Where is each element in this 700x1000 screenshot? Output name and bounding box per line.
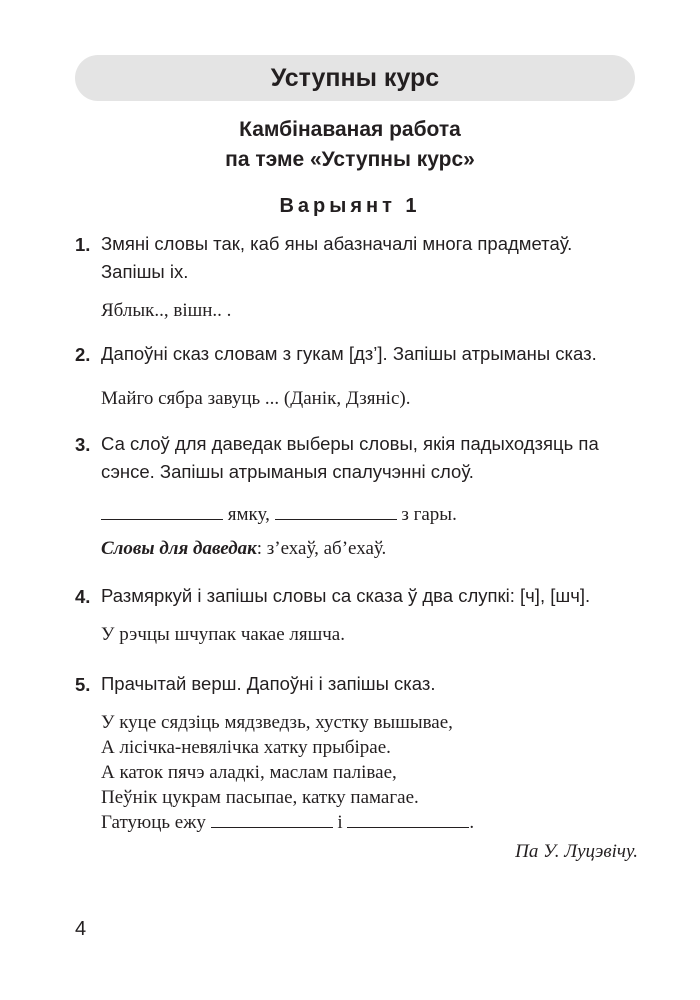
instruction-line: сэнсе. Запішы атрыманыя спалучэнні слоў. bbox=[101, 461, 474, 482]
hint-text: : з’ехаў, аб’ехаў. bbox=[256, 538, 387, 559]
task-4-instruction bbox=[101, 582, 646, 610]
work-title-line2: па тэме «Уступны курс» bbox=[225, 148, 475, 171]
task-3-hint bbox=[101, 536, 386, 561]
fill-word: Гатуюць ежу bbox=[101, 812, 206, 833]
poem-author: Па У. Луцэвічу. bbox=[515, 841, 638, 862]
hint-label: Словы для даведак bbox=[101, 538, 257, 559]
task-2-instruction bbox=[101, 340, 646, 368]
task-3-instruction bbox=[101, 430, 646, 486]
section-title: Уступны курс bbox=[270, 63, 440, 92]
poem-line: Пеўнік цукрам пасыпае, катку памагае. bbox=[101, 787, 419, 808]
task-5-instruction bbox=[101, 670, 646, 698]
answer-blank[interactable] bbox=[211, 813, 333, 828]
task-number: 5. bbox=[75, 674, 91, 695]
poem-line: А лісічка-невялічка хатку прыбірае. bbox=[101, 737, 391, 758]
fill-word: з гары. bbox=[401, 504, 457, 525]
page-number: 4 bbox=[75, 918, 87, 940]
poem-line: У куце сядзіць мядзведзь, хустку вышывае, bbox=[101, 712, 453, 733]
fill-word: . bbox=[469, 812, 475, 833]
section-title-banner bbox=[75, 55, 635, 101]
poem bbox=[101, 710, 474, 835]
task-3-fill-line bbox=[101, 502, 457, 527]
fill-word: і bbox=[337, 812, 343, 833]
instruction-line: Дапоўні сказ словам з гукам [дз’]. Запішы атрыманы сказ. bbox=[101, 343, 597, 364]
task-number: 4. bbox=[75, 586, 91, 607]
answer-blank[interactable] bbox=[347, 813, 469, 828]
task-number: 3. bbox=[75, 434, 91, 455]
instruction-line: Размяркуй і запішы словы са сказа ў два слупкі: [ч], [шч]. bbox=[101, 585, 591, 606]
task-number: 2. bbox=[75, 344, 91, 365]
fill-word: ямку, bbox=[227, 504, 270, 525]
answer-blank[interactable] bbox=[275, 505, 397, 520]
poem-fill-line bbox=[101, 810, 474, 835]
task-1-instruction bbox=[101, 230, 646, 286]
work-title-line1: Камбінаваная работа bbox=[239, 118, 461, 141]
variant-heading: Варыянт 1 bbox=[279, 195, 421, 217]
instruction-line: Змяні словы так, каб яны абазначалі многа прадметаў. bbox=[101, 233, 573, 254]
task-1-example: Яблык.., вішн.. . bbox=[101, 300, 232, 321]
poem-line: А каток пячэ аладкі, маслам палівае, bbox=[101, 762, 397, 783]
instruction-line: Са слоў для даведак выберы словы, якія падыходзяць па bbox=[101, 433, 599, 454]
instruction-line: Запішы іх. bbox=[101, 261, 189, 282]
task-4-example: У рэчцы шчупак чакае ляшча. bbox=[101, 624, 345, 645]
answer-blank[interactable] bbox=[101, 505, 223, 520]
task-number: 1. bbox=[75, 234, 91, 255]
instruction-line: Прачытай верш. Дапоўні і запішы сказ. bbox=[101, 673, 436, 694]
task-2-example: Майго сябра завуць ... (Данік, Дзяніс). bbox=[101, 388, 411, 409]
